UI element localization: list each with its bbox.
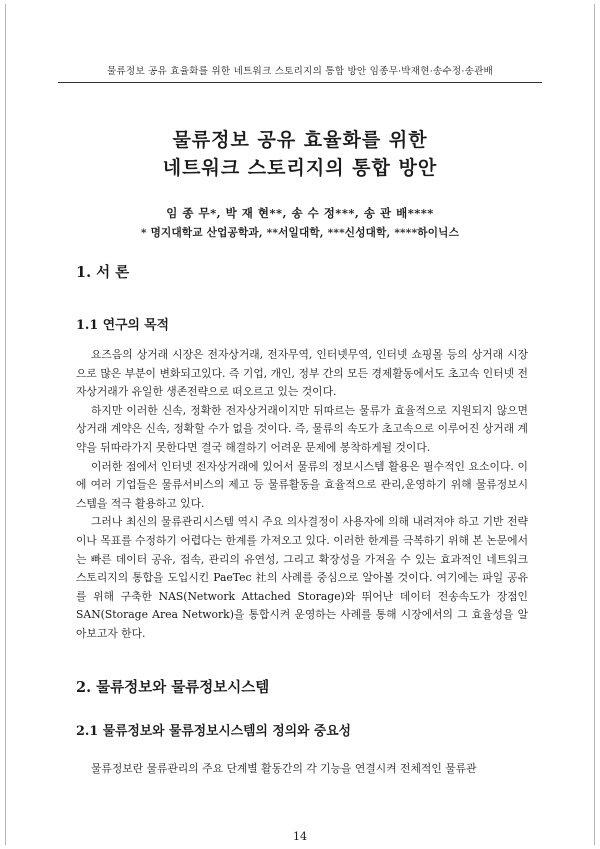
paragraph: 요즈음의 상거래 시장은 전자상거래, 전자무역, 인터넷무역, 인터넷 쇼핑몰 등의 상거래 시장으로 많은 부분이 변화되고있다. 즉 기업, 개인, 정부 간의 모든 경제활동에서도 초고속 인터넷 전자상거래가 유일한 생존전략으로 떠오르고 있는 것이다. — [76, 348, 528, 399]
section-1-1-body — [76, 346, 528, 644]
paragraph: 그러나 최신의 물류관리시스템 역시 주요 의사결정이 사용자에 의해 내려져야 하고 기반 전략이나 목표를 수정하기 어렵다는 한계를 가져오고 있다. 이러한 한계를 극복하기 위해 본 논문에서는 빠른 데이터 공유, 접속, 관리의 유연성, 그리고 확장성을 가져올 수 있는 효과적인 네트워크 스토리지의 통합을 도입시킨 PaeTec 社의 사례를 중심으로 알아볼 것이다. 여기에는 파일 공유를 위해 구축한 NAS(Network Attached Storage)와 뛰어난 데이터 전송속도가 장점인 SAN(Storage Area Network)을 통합시켜 운영하는 사례를 통해 시장에서의 그 효율성을 알아보고자 한다. — [76, 515, 528, 640]
section-2-heading: 2. 물류정보와 물류정보시스템 — [76, 679, 270, 696]
paragraph: 물류정보란 물류관리의 주요 단계별 활동간의 각 기능을 연결시켜 전체적인 물류관 — [91, 762, 477, 775]
section-1-1-heading: 1.1 연구의 목적 — [76, 318, 169, 333]
header-rule — [58, 82, 542, 83]
paragraph: 이러한 점에서 인터넷 전자상거래에 있어서 물류의 정보시스템 활용은 필수적인 요소이다. 이에 여러 기업들은 물류서비스의 제고 등 물류활동을 효율적으로 관리,운영하기 위해 물류정보시스템을 적극 활용하고 있다. — [76, 459, 528, 510]
section-2-1-body — [76, 760, 528, 779]
authors: 임 종 무*, 박 재 현**, 송 수 정***, 송 관 배**** — [166, 206, 434, 220]
title-line-1: 물류정보 공유 효율화를 위한 — [172, 129, 428, 151]
page-number: 14 — [293, 830, 307, 843]
affiliations: * 명지대학교 산업공학과, **서일대학, ***신성대학, ****하이닉스 — [140, 227, 460, 239]
paragraph: 하지만 이러한 신속, 정확한 전자상거래이지만 뒤따르는 물류가 효율적으로 지원되지 않으면 상거래 계약은 신속, 정확할 수가 없을 것이다. 즉, 물류의 속도가 초고속으로 이루어진 상거래 계약을 뒤따라가지 못한다면 결국 해결하기 어려운 문제에 봉착하게될 것이다. — [76, 403, 528, 454]
section-2-1-heading: 2.1 물류정보와 물류정보시스템의 정의와 중요성 — [76, 724, 351, 739]
running-header: 물류정보 공유 효율화를 위한 네트워크 스토리지의 통합 방안 임종무·박재현·송수정·송관배 — [106, 66, 494, 77]
paper-title — [0, 126, 600, 182]
title-line-2: 네트워크 스토리지의 통합 방안 — [162, 157, 438, 179]
section-1-heading: 1. 서 론 — [76, 264, 130, 281]
